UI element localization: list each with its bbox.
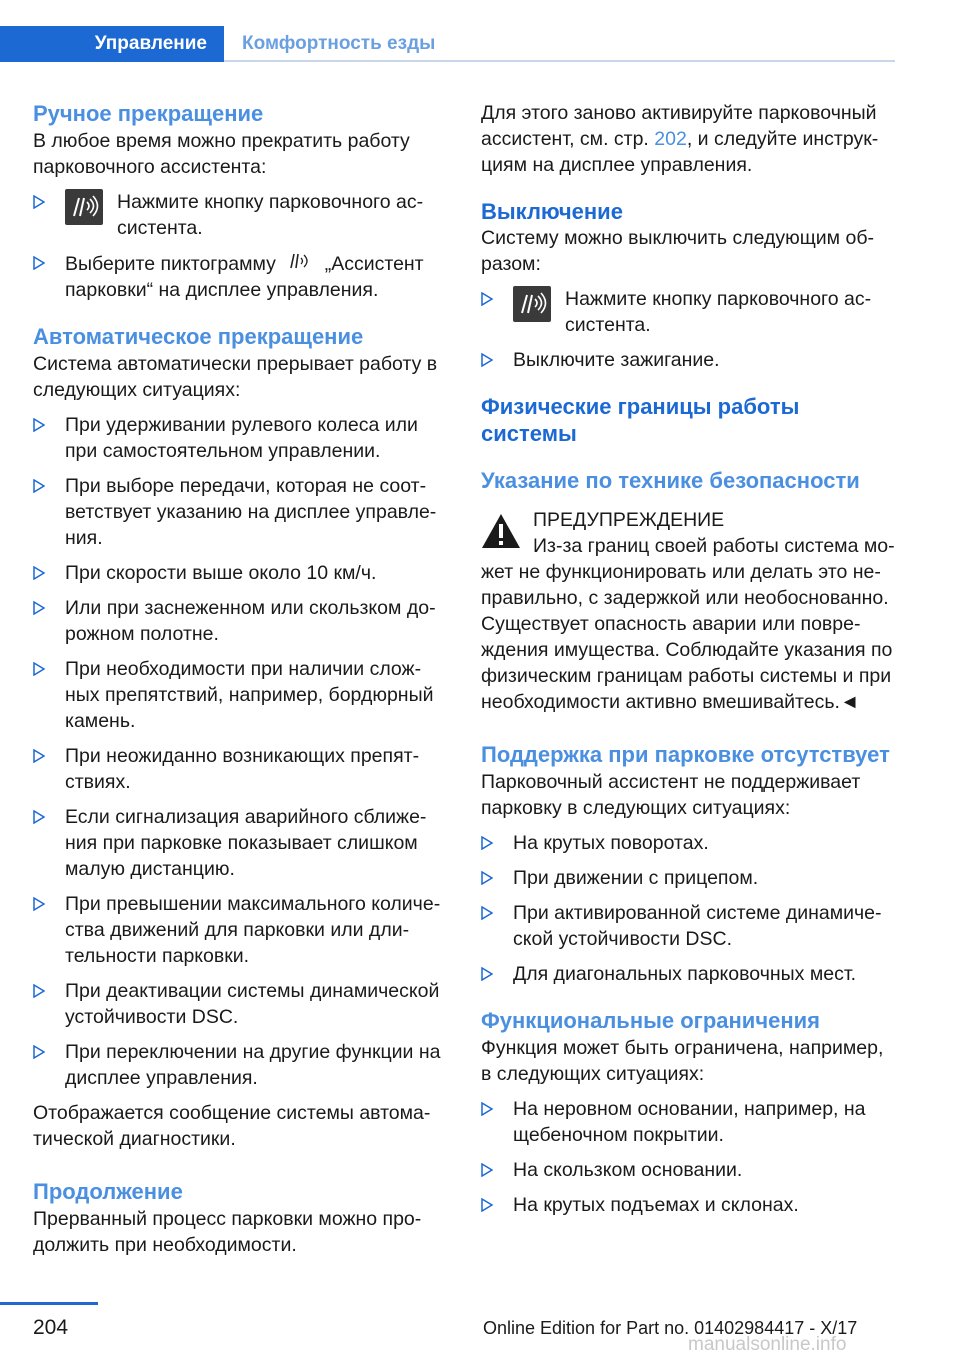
list-item — [33, 189, 453, 241]
subsection-tab[interactable] — [242, 26, 435, 62]
manual-list — [33, 189, 453, 303]
bullet-triangle-icon — [33, 897, 45, 911]
list-item-text: Если сигнализация аварийного сближе- ния при парковке показывает слишком малую дистанцию. — [65, 806, 427, 880]
continue-text: Прерванный процесс парковки можно про- должить при необходимости. — [33, 1208, 422, 1256]
list-item — [33, 743, 453, 795]
reactivate-text — [481, 100, 899, 178]
list-item-text: На крутых подъемах и склонах. — [513, 1194, 799, 1216]
list-item — [33, 595, 453, 647]
list-item-text: Нажмите кнопку парковочного ас- систента. — [565, 288, 872, 336]
list-item-text: При деактивации системы динамической устойчивости DSC. — [65, 980, 440, 1028]
list-item-text: Нажмите кнопку парковочного ас- систента. — [117, 191, 424, 239]
warning-label: ПРЕДУПРЕЖДЕНИЕ — [533, 509, 725, 531]
nosupport-list — [481, 830, 899, 987]
heading-manual: Ручное прекращение — [33, 101, 264, 126]
list-item-text: Или при заснеженном или скользком до- рожном полотне. — [65, 597, 436, 645]
list-item-text: Выберите пиктограмму — [65, 253, 276, 275]
bullet-triangle-icon — [33, 418, 45, 432]
auto-outro: Отображается сообщение системы автома- тической диагностики. — [33, 1102, 431, 1150]
bullet-triangle-icon — [481, 1198, 493, 1212]
auto-list — [33, 412, 453, 1091]
list-item — [33, 473, 453, 551]
list-item — [33, 978, 453, 1030]
list-item-text: При превышении максимального количе- ства движений для парковки или дли- тельности парковки. — [65, 893, 441, 967]
warning-triangle-icon — [481, 513, 521, 549]
off-intro: Систему можно выключить следующим об- разом: — [481, 227, 875, 275]
manual-intro: В любое время можно прекратить работу парковочного ассистента: — [33, 130, 410, 178]
section-tab[interactable] — [0, 26, 224, 62]
heading-func: Функциональные ограничения — [481, 1008, 820, 1033]
bullet-triangle-icon — [481, 1102, 493, 1116]
list-item-text: При переключении на другие функции на дисплее управления. — [65, 1041, 441, 1089]
list-item — [33, 412, 453, 464]
list-item-text: На скользком основании. — [513, 1159, 743, 1181]
bullet-triangle-icon — [481, 967, 493, 981]
reactivate-text-a: Для этого заново активируйте парковочный ассистент, см. стр. — [481, 102, 877, 150]
list-item — [481, 830, 899, 856]
bullet-triangle-icon — [33, 749, 45, 763]
list-item-text: На неровном основании, например, на щебеночном покрытии. — [513, 1098, 866, 1146]
section-label: Управление — [94, 33, 207, 54]
warning-text-first: Из-за границ своей работы система мо- — [533, 535, 895, 557]
footer-rule — [0, 1302, 98, 1305]
page-reference-link[interactable]: 202 — [654, 128, 687, 150]
list-item — [33, 560, 453, 586]
header-rule — [224, 60, 895, 62]
list-item — [33, 891, 453, 969]
list-item — [33, 804, 453, 882]
list-item — [481, 347, 899, 373]
bullet-triangle-icon — [33, 195, 45, 209]
edition-text: Online Edition for Part no. 01402984417 - X/17 — [483, 1318, 858, 1338]
watermark: manualsonline.info — [688, 1334, 847, 1355]
list-item — [481, 961, 899, 987]
bullet-triangle-icon — [481, 1163, 493, 1177]
nosupport-intro: Парковочный ассистент не поддерживает парковку в следующих ситуациях: — [481, 771, 861, 819]
list-item — [481, 865, 899, 891]
bullet-triangle-icon — [33, 984, 45, 998]
park-assist-pictogram-icon — [287, 250, 313, 272]
bullet-triangle-icon — [481, 353, 493, 367]
list-item-text: Для диагональных парковочных мест. — [513, 963, 857, 985]
list-item-text: При активированной системе динамиче- ской устойчивости DSC. — [513, 902, 882, 950]
heading-limits: Физические границы работы системы — [481, 394, 800, 446]
list-item-text: При неожиданно возникающих препят- ствиях. — [65, 745, 420, 793]
bullet-triangle-icon — [33, 601, 45, 615]
bullet-triangle-icon — [481, 906, 493, 920]
list-item — [33, 656, 453, 734]
heading-off: Выключение — [481, 199, 623, 224]
off-list — [481, 286, 899, 373]
page-number: 204 — [33, 1316, 69, 1339]
list-item — [33, 250, 453, 303]
list-item — [481, 1157, 899, 1183]
heading-nosupport: Поддержка при парковке отсутствует — [481, 742, 890, 767]
heading-auto: Автоматическое прекращение — [33, 324, 364, 349]
func-intro: Функция может быть ограничена, например, в следующих ситуациях: — [481, 1037, 884, 1085]
list-item-text: При необходимости при наличии слож- ных препятствий, например, бордюрный камень. — [65, 658, 434, 732]
auto-intro: Система автоматически прерывает работу в следующих ситуациях: — [33, 353, 438, 401]
list-item — [481, 900, 899, 952]
list-item — [481, 1096, 899, 1148]
bullet-triangle-icon — [33, 479, 45, 493]
func-list — [481, 1096, 899, 1218]
subsection-label: Комфортность езды — [242, 33, 436, 54]
heading-safety: Указание по технике безопасности — [481, 468, 860, 493]
park-assist-button-icon — [65, 189, 103, 225]
park-assist-button-icon — [513, 286, 551, 322]
list-item-text: При выборе передачи, которая не соот- ветствует указанию на дисплее управле- ния. — [65, 475, 437, 549]
left-column — [33, 100, 453, 1258]
bullet-triangle-icon — [33, 566, 45, 580]
bullet-triangle-icon — [33, 1045, 45, 1059]
warning-block — [481, 507, 899, 559]
right-column — [481, 100, 899, 1218]
bullet-triangle-icon — [481, 871, 493, 885]
list-item — [33, 1039, 453, 1091]
bullet-triangle-icon — [33, 256, 45, 270]
bullet-triangle-icon — [481, 836, 493, 850]
list-item-text: При удерживании рулевого колеса или при самостоятельном управлении. — [65, 414, 418, 462]
reactivate-text-b: , и следуйте инструк- циям на дисплее управления. — [481, 128, 879, 176]
list-item-text: „Ассистент парковки“ на дисплее управления. — [65, 253, 424, 301]
bullet-triangle-icon — [481, 292, 493, 306]
bullet-triangle-icon — [33, 810, 45, 824]
list-item-text: На крутых поворотах. — [513, 832, 709, 854]
list-item-text: При скорости выше около 10 км/ч. — [65, 562, 377, 584]
list-item-text: Выключите зажигание. — [513, 349, 720, 371]
list-item-text: При движении с прицепом. — [513, 867, 759, 889]
heading-continue: Продолжение — [33, 1179, 183, 1204]
list-item — [481, 1192, 899, 1218]
page-header — [0, 26, 895, 62]
warning-text: жет не функционировать или делать это не- правильно, с задержкой или необоснованно. Существует опасность аварии или повре- ждения имущества. Соблюдайте указания по физическим границам работы системы и при необходимости активно вмешивайтесь.◄ — [481, 561, 893, 713]
bullet-triangle-icon — [33, 662, 45, 676]
list-item — [481, 286, 899, 338]
